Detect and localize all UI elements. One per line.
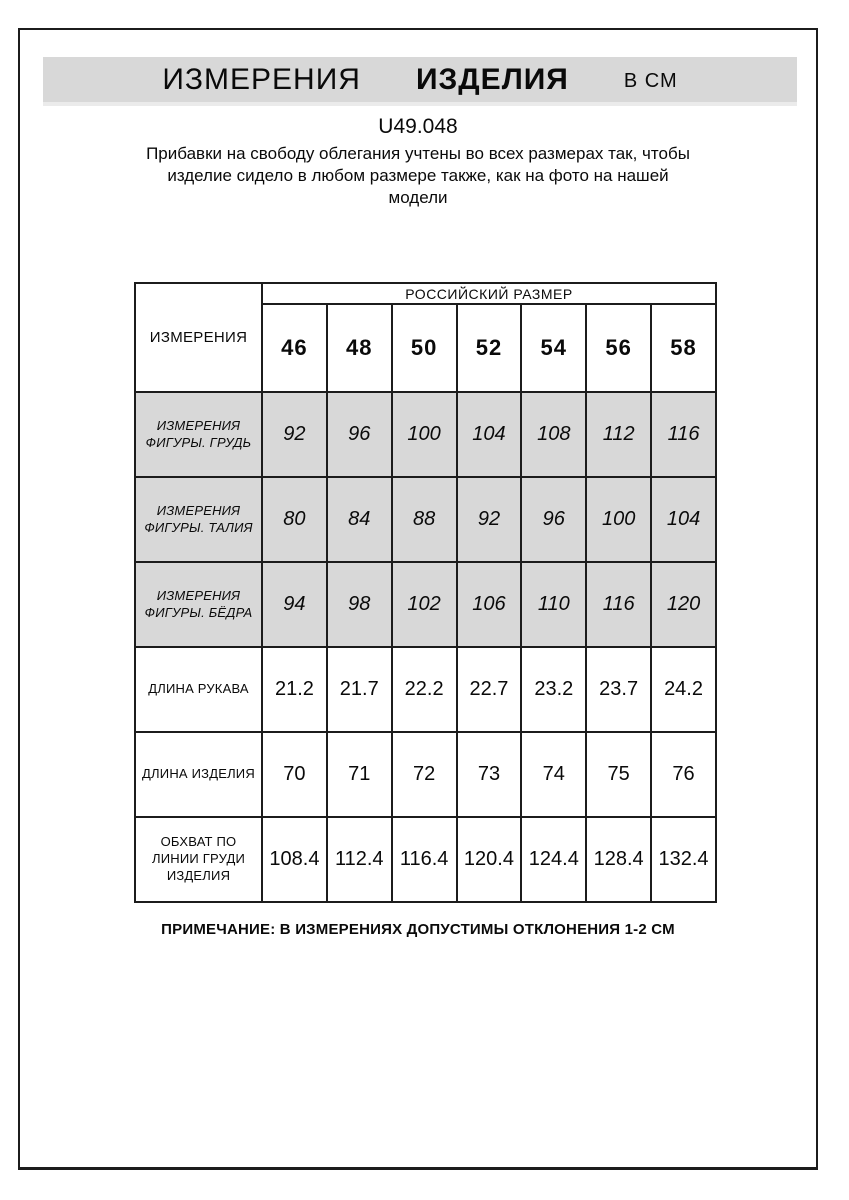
value-cell: 73 bbox=[457, 732, 522, 817]
value-cell: 22.2 bbox=[392, 647, 457, 732]
value-cell: 100 bbox=[392, 392, 457, 477]
value-cell: 70 bbox=[262, 732, 327, 817]
value-cell: 98 bbox=[327, 562, 392, 647]
title-banner bbox=[43, 57, 797, 102]
value-cell: 112.4 bbox=[327, 817, 392, 902]
value-cell: 94 bbox=[262, 562, 327, 647]
row-label: ИЗМЕРЕНИЯ ФИГУРЫ. ТАЛИЯ bbox=[135, 477, 262, 562]
value-cell: 110 bbox=[521, 562, 586, 647]
size-header-52: 52 bbox=[457, 304, 522, 392]
row-label: ДЛИНА РУКАВА bbox=[135, 647, 262, 732]
value-cell: 96 bbox=[327, 392, 392, 477]
value-cell: 112 bbox=[586, 392, 651, 477]
value-cell: 84 bbox=[327, 477, 392, 562]
value-cell: 120.4 bbox=[457, 817, 522, 902]
value-cell: 102 bbox=[392, 562, 457, 647]
size-header-58: 58 bbox=[651, 304, 716, 392]
value-cell: 92 bbox=[262, 392, 327, 477]
value-cell: 106 bbox=[457, 562, 522, 647]
table-row bbox=[135, 817, 716, 902]
row-label: ИЗМЕРЕНИЯ ФИГУРЫ. ГРУДЬ bbox=[135, 392, 262, 477]
value-cell: 128.4 bbox=[586, 817, 651, 902]
page-border-frame bbox=[18, 28, 818, 1170]
row-label: ОБХВАТ ПО ЛИНИИ ГРУДИ ИЗДЕЛИЯ bbox=[135, 817, 262, 902]
row-label: ИЗМЕРЕНИЯ ФИГУРЫ. БЁДРА bbox=[135, 562, 262, 647]
size-header-56: 56 bbox=[586, 304, 651, 392]
size-table bbox=[134, 282, 717, 903]
value-cell: 104 bbox=[651, 477, 716, 562]
value-cell: 132.4 bbox=[651, 817, 716, 902]
title-unit-cm: В СМ bbox=[623, 70, 678, 92]
table-group-header-row bbox=[135, 283, 716, 304]
value-cell: 76 bbox=[651, 732, 716, 817]
value-cell: 120 bbox=[651, 562, 716, 647]
value-cell: 75 bbox=[586, 732, 651, 817]
value-cell: 72 bbox=[392, 732, 457, 817]
value-cell: 23.7 bbox=[586, 647, 651, 732]
value-cell: 100 bbox=[586, 477, 651, 562]
table-row bbox=[135, 392, 716, 477]
size-header-46: 46 bbox=[262, 304, 327, 392]
value-cell: 74 bbox=[521, 732, 586, 817]
table-row bbox=[135, 732, 716, 817]
table-group-header: РОССИЙСКИЙ РАЗМЕР bbox=[262, 283, 716, 304]
value-cell: 104 bbox=[457, 392, 522, 477]
table-row bbox=[135, 647, 716, 732]
value-cell: 24.2 bbox=[651, 647, 716, 732]
value-cell: 116 bbox=[651, 392, 716, 477]
value-cell: 71 bbox=[327, 732, 392, 817]
value-cell: 108 bbox=[521, 392, 586, 477]
note-text: ПРИМЕЧАНИЕ: В ИЗМЕРЕНИЯХ ДОПУСТИМЫ ОТКЛОНЕНИЯ 1-2 СМ bbox=[161, 921, 675, 938]
value-cell: 22.7 bbox=[457, 647, 522, 732]
value-cell: 88 bbox=[392, 477, 457, 562]
title-word-product: ИЗДЕЛИЯ bbox=[415, 62, 569, 96]
value-cell: 21.7 bbox=[327, 647, 392, 732]
table-row bbox=[135, 562, 716, 647]
row-label: ДЛИНА ИЗДЕЛИЯ bbox=[135, 732, 262, 817]
intro-text: Прибавки на свободу облегания учтены во всех размерах так, чтобы изделие сидело в любом размере также, как на фото на нашей модели bbox=[146, 144, 690, 208]
value-cell: 92 bbox=[457, 477, 522, 562]
table-corner-label: ИЗМЕРЕНИЯ bbox=[135, 283, 262, 392]
value-cell: 108.4 bbox=[262, 817, 327, 902]
article-code: U49.048 bbox=[378, 115, 458, 138]
size-header-50: 50 bbox=[392, 304, 457, 392]
value-cell: 124.4 bbox=[521, 817, 586, 902]
table-row bbox=[135, 477, 716, 562]
value-cell: 116 bbox=[586, 562, 651, 647]
size-header-54: 54 bbox=[521, 304, 586, 392]
size-header-48: 48 bbox=[327, 304, 392, 392]
value-cell: 23.2 bbox=[521, 647, 586, 732]
title-word-measurements: ИЗМЕРЕНИЯ bbox=[162, 62, 361, 96]
value-cell: 116.4 bbox=[392, 817, 457, 902]
value-cell: 96 bbox=[521, 477, 586, 562]
value-cell: 80 bbox=[262, 477, 327, 562]
value-cell: 21.2 bbox=[262, 647, 327, 732]
